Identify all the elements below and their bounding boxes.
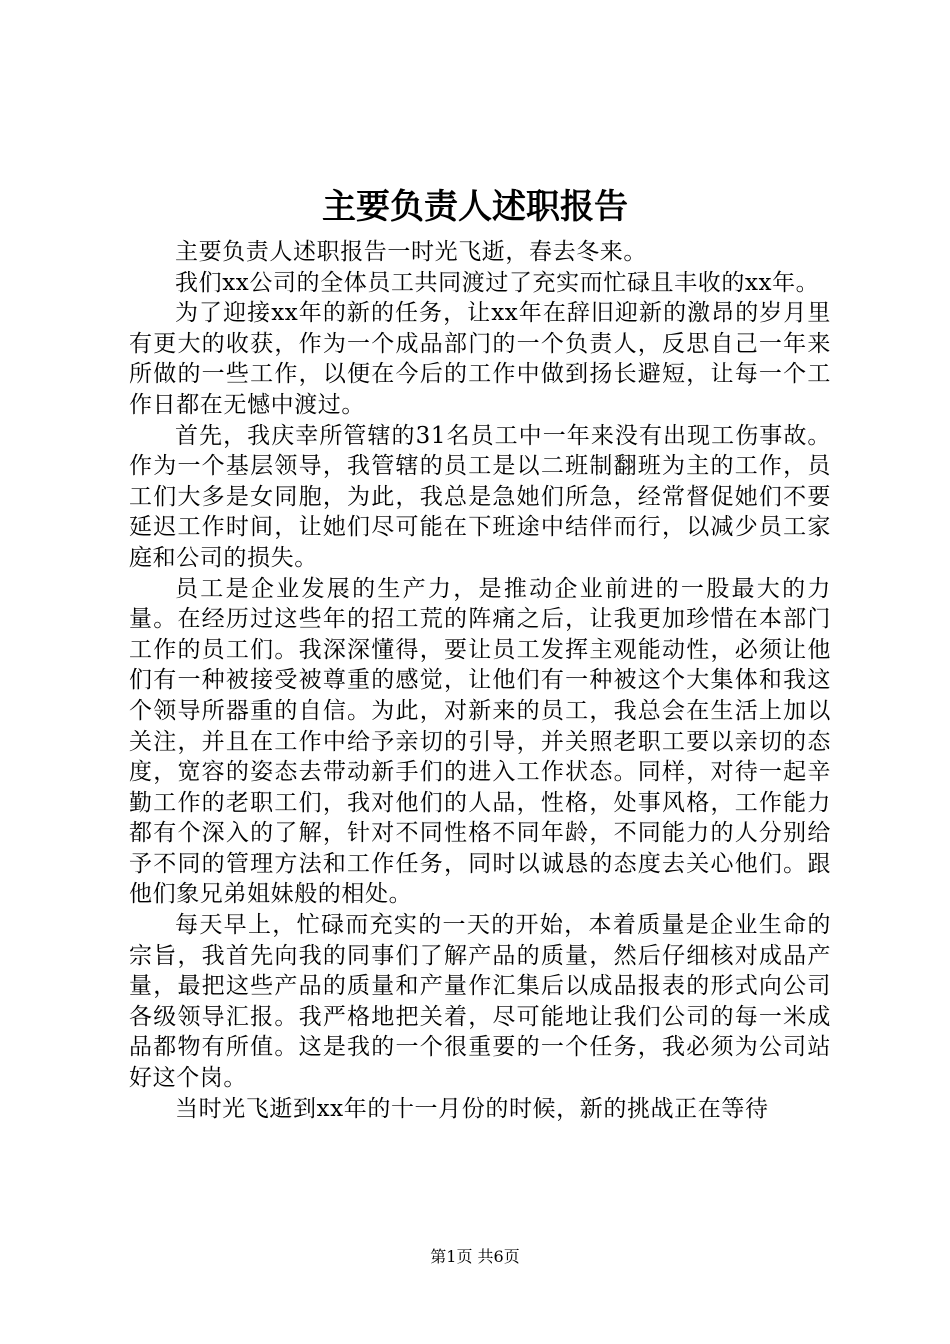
paragraph: 当时光飞逝到xx年的十一月份的时候，新的挑战正在等待 <box>175 1095 769 1122</box>
document-title: 主要负责人述职报告 <box>322 187 628 227</box>
paragraph: 首先，我庆幸所管辖的31名员工中一年来没有出现工伤事故。作为一个基层领导，我管辖的员工是以二班制翻班为主的工作，员工们大多是女同胞，为此，我总是急她们所急，经常督促她们不要延迟工作时间，让她们尽可能在下班途中结伴而行，以减少员工家庭和公司的损失。 <box>129 422 831 571</box>
paragraph: 为了迎接xx年的新的任务，让xx年在辞旧迎新的激昂的岁月里有更大的收获，作为一个成品部门的一个负责人，反思自己一年来所做的一些工作，以便在今后的工作中做到扬长避短，让每一个工作日都在无憾中渡过。 <box>129 300 831 418</box>
paragraph: 主要负责人述职报告一时光飞逝，春去冬来。 <box>175 239 647 265</box>
document-body <box>129 237 831 1124</box>
paragraph: 我们xx公司的全体员工共同渡过了充实而忙碌且丰收的xx年。 <box>175 269 820 296</box>
page-number-footer: 第1页 共6页 <box>430 1247 520 1266</box>
paragraph: 员工是企业发展的生产力，是推动企业前进的一股最大的力量。在经历过这些年的招工荒的阵痛之后，让我更加珍惜在本部门工作的员工们。我深深懂得，要让员工发挥主观能动性，必须让他们有一种被接受被尊重的感觉，让他们有一种被这个大集体和我这个领导所器重的自信。为此，对新来的员工，我总会在生活上加以关注，并且在工作中给予亲切的引导，并关照老职工要以亲切的态度，宽容的姿态去带动新手们的进入工作状态。同样，对待一起辛勤工作的老职工们，我对他们的人品，性格，处事风格，工作能力都有个深入的了解，针对不同性格不同年龄，不同能力的人分别给予不同的管理方法和工作任务，同时以诚恳的态度去关心他们。跟他们象兄弟姐妹般的相处。 <box>129 575 831 908</box>
paragraph: 每天早上，忙碌而充实的一天的开始，本着质量是企业生命的宗旨，我首先向我的同事们了解产品的质量，然后仔细核对成品产量，最把这些产品的质量和产量作汇集后以成品报表的形式向公司各级领导汇报。我严格地把关着，尽可能地让我们公司的每一米成品都物有所值。这是我的一个很重要的一个任务，我必须为公司站好这个岗。 <box>129 912 831 1092</box>
